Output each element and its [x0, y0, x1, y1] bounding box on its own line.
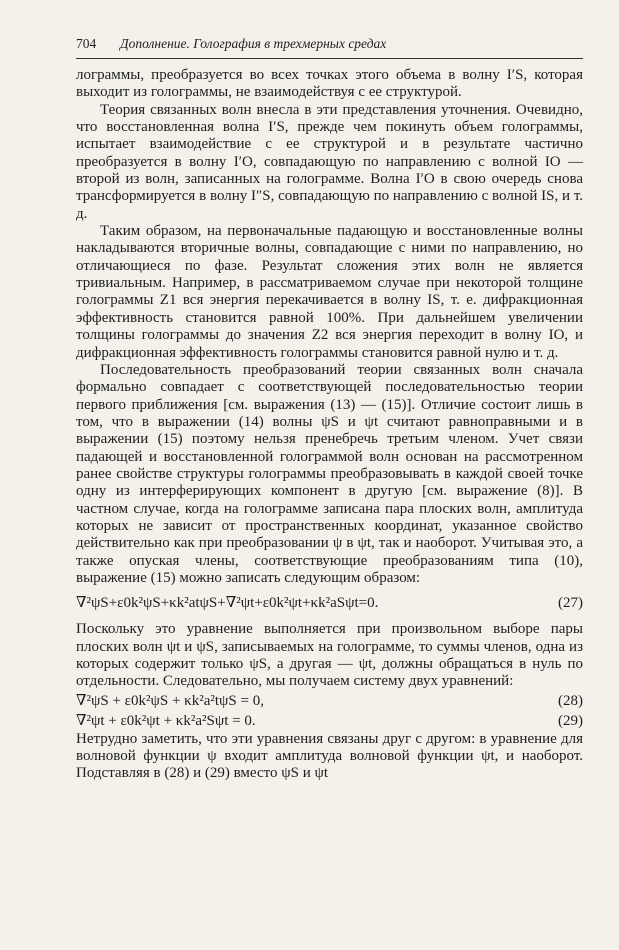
- paragraph: Таким образом, на первоначальные падающую и восстановленные волны накладываются вторичные волны, совпадающие с ними по направлению, но отличающиеся по фазе. Результат сложения этих волн не является тривиальным. Например, в рассматриваемом случае при некоторой толщине голограммы Z1 вся энергия перекачивается в волну IS, т. е. дифракционная эффективность становится равной 100%. При дальнейшем увеличении толщины голограммы до значения Z2 вся энергия переходит в волну IO, и дифракционная эффективность голограммы становится равной нулю и т. д.: [76, 223, 583, 361]
- running-title: Дополнение. Голография в трехмерных средах: [120, 36, 387, 51]
- equation-number: (28): [558, 692, 583, 709]
- equation-body: ∇²ψS+ε0k²ψS+κk²atψS+∇²ψt+ε0k²ψt+κk²aSψt=0.: [76, 595, 379, 612]
- paragraph: Теория связанных волн внесла в эти представления уточнения. Очевидно, что восстановленная волна I′S, прежде чем покинуть объем голограммы, испытает взаимодействие с ее структурой и в результате частично преобразуется в волну I′O, совпадающую по направлению с волной IO — второй из волн, записанных на голограмме. Волна I′O в свою очередь снова трансформируется в волну I″S, совпадающую по направлению с волной IS, и т. д.: [76, 101, 583, 222]
- equation-number: (29): [558, 712, 583, 729]
- paragraph: лограммы, преобразуется во всех точках этого объема в волну I′S, которая выходит из голограммы, не взаимодействуя с ее структурой.: [76, 67, 583, 101]
- equation-29: [76, 711, 583, 731]
- equation-28: [76, 691, 583, 711]
- book-page: [76, 36, 583, 783]
- equation-body: ∇²ψt + ε0k²ψt + κk²a²Sψt = 0.: [76, 712, 256, 729]
- paragraph: Нетрудно заметить, что эти уравнения связаны друг с другом: в уравнение для волновой функции ψ входит амплитуда волновой функции ψt, и наоборот. Подставляя в (28) и (29) вместо ψS и ψt: [76, 730, 583, 782]
- equation-body: ∇²ψS + ε0k²ψS + κk²a²tψS = 0,: [76, 692, 264, 709]
- paragraph: Поскольку это уравнение выполняется при произвольном выборе пары плоских волн ψt и ψS, записываемых на голограмме, то суммы членов, одна из которых содержит только ψS, а другая — ψt, должны обращаться в нуль по отдельности. Следовательно, мы получаем систему двух уравнений:: [76, 621, 583, 690]
- page-number: 704: [76, 36, 97, 51]
- body-text: [76, 67, 583, 783]
- equation-27: [76, 593, 583, 613]
- running-header: [76, 36, 583, 59]
- equation-number: (27): [558, 595, 583, 612]
- paragraph: Последовательность преобразований теории связанных волн сначала формально совпадает с соответствующей последовательностью теории первого приближения [см. выражения (13) — (15)]. Отличие состоит лишь в том, что в выражении (14) волны ψS и ψt считают равноправными и в выражении (15) поэтому нельзя пренебречь третьим членом. Учет связи падающей и восстановленной голограммой волн основан на рассмотренном ранее свойстве структуры голограммы преобразовывать в каждой своей точке одну из интерферирующих компонент в другую [см. выражение (8)]. В частном случае, когда на голограмме записана пара плоских волн, амплитуда которых не зависит от пространственных координат, указанное свойство действительно как при преобразовании ψ в ψt, так и наоборот. Учитывая это, а также опуская члены, соответствующие преобразованиям типа (10), выражение (15) можно записать следующим образом:: [76, 361, 583, 586]
